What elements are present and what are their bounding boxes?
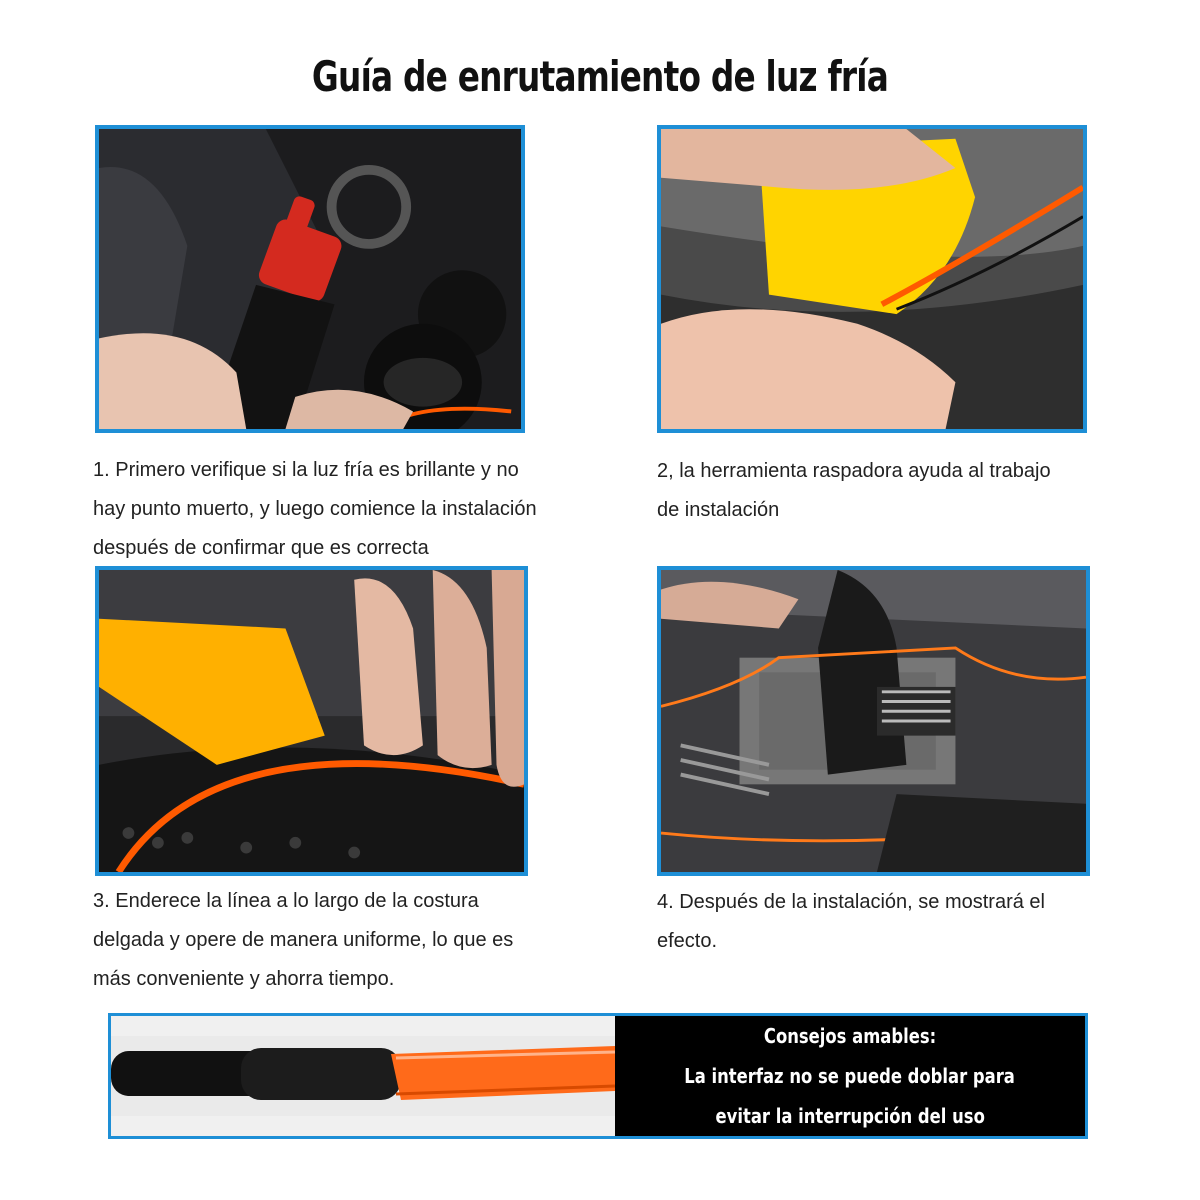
step-1-line-3: después de confirmar que es correcta: [93, 537, 429, 559]
step-3-line-1: 3. Enderece la línea a lo largo de la costura: [93, 890, 479, 912]
step-1-caption: [93, 451, 537, 568]
tip-text: [615, 1016, 1085, 1136]
tip-line-1: La interfaz no se puede doblar para: [684, 1064, 1016, 1088]
step-1-photo: [95, 125, 525, 433]
step-4-line-1: 4. Después de la instalación, se mostrará el: [657, 891, 1045, 913]
step-2-line-1: 2, la herramienta raspadora ayuda al trabajo: [657, 460, 1051, 482]
step-4-caption: [657, 883, 1045, 961]
step-4-photo: [657, 566, 1090, 876]
cable-connector-photo: [111, 1016, 615, 1136]
step-4-line-2: efecto.: [657, 930, 718, 952]
step-1-line-2: hay punto muerto, y luego comience la instalación: [93, 498, 537, 520]
tip-heading: Consejos amables:: [763, 1024, 937, 1048]
step-2-line-2: de instalación: [657, 499, 780, 521]
step-2-photo: [657, 125, 1087, 433]
tip-line-2: evitar la interrupción del uso: [715, 1104, 985, 1128]
step-1-line-1: 1. Primero verifique si la luz fría es brillante y no: [93, 459, 519, 481]
step-2-caption: [657, 452, 1051, 530]
page-title: Guía de enrutamiento de luz fría: [311, 52, 889, 101]
step-3-line-2: delgada y opere de manera uniforme, lo que es: [93, 929, 514, 951]
step-3-photo: [95, 566, 528, 876]
step-3-caption: [93, 882, 513, 999]
tip-banner: [108, 1013, 1088, 1139]
step-3-line-3: más conveniente y ahorra tiempo.: [93, 968, 395, 990]
